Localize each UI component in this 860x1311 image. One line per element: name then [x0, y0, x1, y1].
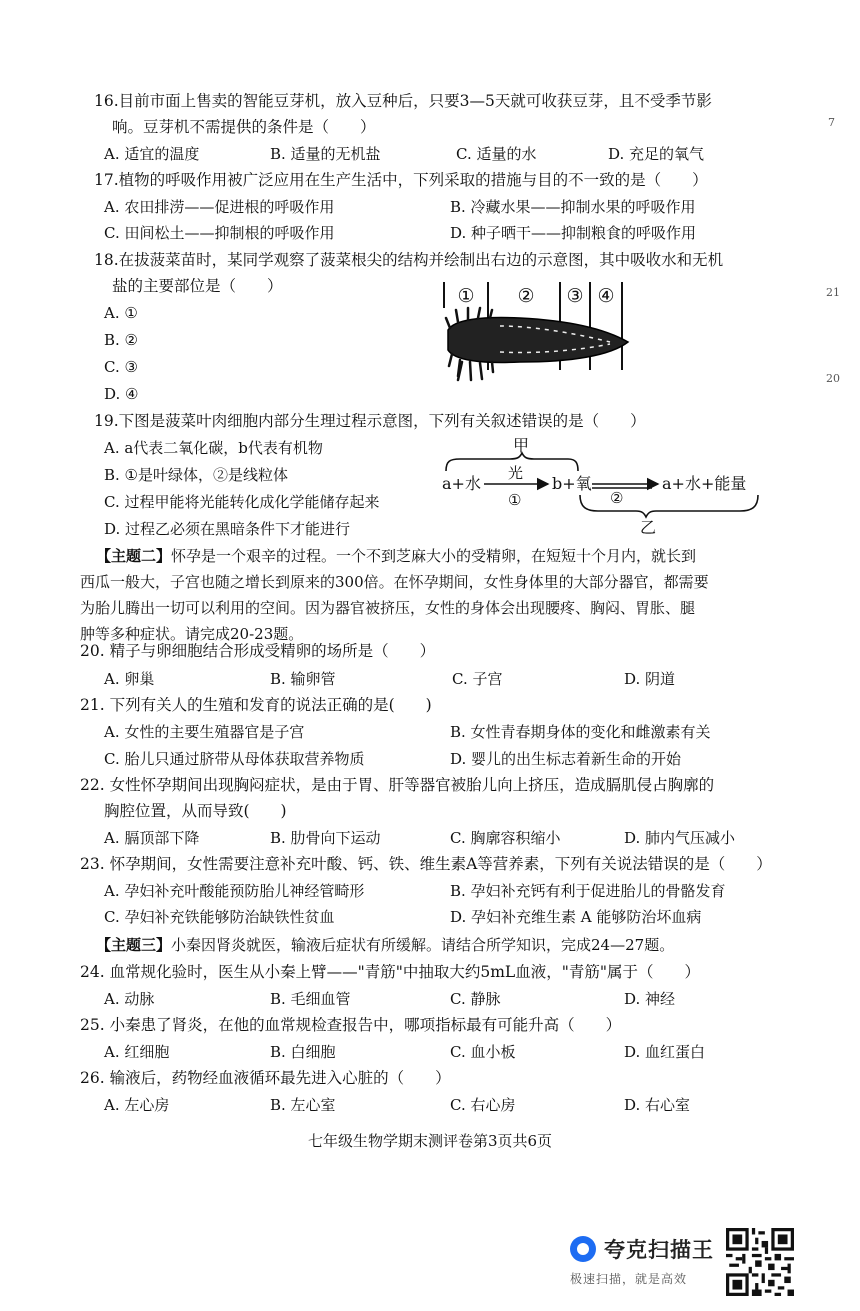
- theme-2-label: 【主题二】: [96, 547, 172, 565]
- option-18-c: C. ③: [104, 358, 138, 376]
- page-footer: 七年级生物学期末测评卷第3页共6页: [307, 1132, 553, 1150]
- question-18-line-2: 盐的主要部位是（ ）: [112, 277, 283, 295]
- question-17-line-1: 17.植物的呼吸作用被广泛应用在生产生活中，下列采取的措施与目的不一致的是（ ）: [94, 171, 708, 189]
- root-label-4: ④: [597, 285, 615, 307]
- option-24-a: A. 动脉: [104, 990, 155, 1008]
- scanner-watermark: [562, 1226, 794, 1302]
- question-16-line-1: 16.目前市面上售卖的智能豆芽机，放入豆种后，只要3—5天就可收获豆芽，且不受季节影: [94, 92, 712, 110]
- option-22-b: B. 肋骨向下运动: [270, 829, 381, 847]
- option-21-b: B. 女性青春期身体的变化和雌激素有关: [450, 723, 711, 741]
- option-17-c: C. 田间松土——抑制根的呼吸作用: [104, 224, 335, 242]
- option-17-b: B. 冷藏水果——抑制水果的呼吸作用: [450, 198, 696, 216]
- question-16-line-2: 响。豆芽机不需提供的条件是（ ）: [112, 118, 376, 136]
- option-18-a: A. ①: [104, 304, 138, 322]
- question-21-line-1: 21. 下列有关人的生殖和发育的说法正确的是( ): [80, 696, 432, 714]
- scanner-app-name: 夸克扫描王: [604, 1238, 714, 1262]
- theme-2-line-1: [96, 546, 696, 566]
- question-24-line-1: 24. 血常规化验时，医生从小秦上臂——"青筋"中抽取大约5mL血液，"青筋"属于（ ）: [80, 963, 700, 981]
- option-20-a: A. 卵巢: [104, 670, 155, 688]
- question-18-line-1: 18.在拔菠菜苗时，某同学观察了菠菜根尖的结构并绘制出右边的示意图，其中吸收水和无机: [94, 251, 724, 269]
- theme-2-line-2: 西瓜一般大，子宫也随之增长到原来的300倍。在怀孕期间，女性身体里的大部分器官，都需要: [80, 573, 709, 591]
- question-25-line-1: 25. 小秦患了肾炎，在他的血常规检查报告中，哪项指标最有可能升高（ ）: [80, 1016, 622, 1034]
- process-step-2: ②: [610, 489, 624, 507]
- option-18-d: D. ④: [104, 385, 139, 403]
- option-19-d: D. 过程乙必须在黑暗条件下才能进行: [104, 520, 351, 538]
- option-26-d: D. 右心室: [624, 1096, 691, 1114]
- option-23-a: A. 孕妇补充叶酸能预防胎儿神经管畸形: [104, 882, 365, 900]
- process-diagram: [440, 437, 770, 537]
- option-22-d: D. 肺内气压减小: [624, 829, 736, 847]
- process-label-jia: 甲: [513, 437, 530, 455]
- qr-code-icon: [726, 1228, 794, 1296]
- process-middle: b+氧: [552, 474, 592, 493]
- root-label-2: ②: [517, 285, 535, 307]
- theme-2-line-3: 为胎儿腾出一切可以利用的空间。因为器官被挤压，女性的身体会出现腰疼、胸闷、胃胀、腿: [80, 599, 696, 617]
- option-16-c: C. 适量的水: [456, 145, 537, 163]
- option-24-d: D. 神经: [624, 990, 676, 1008]
- option-18-b: B. ②: [104, 331, 139, 349]
- root-label-1: ①: [457, 285, 475, 307]
- option-21-c: C. 胎儿只通过脐带从母体获取营养物质: [104, 750, 365, 768]
- option-22-c: C. 胸廓容积缩小: [450, 829, 561, 847]
- option-26-c: C. 右心房: [450, 1096, 516, 1114]
- margin-mark-1: 7: [828, 116, 835, 129]
- margin-mark-2: 21: [826, 286, 840, 299]
- process-label-yi: 乙: [640, 518, 657, 537]
- theme-3-label: 【主题三】: [96, 936, 172, 954]
- question-26-line-1: 26. 输液后，药物经血液循环最先进入心脏的（ ）: [80, 1069, 451, 1087]
- option-23-d: D. 孕妇补充维生素 A 能够防治坏血病: [450, 908, 702, 926]
- option-22-a: A. 膈顶部下降: [104, 829, 200, 847]
- option-20-d: D. 阴道: [624, 670, 676, 688]
- option-25-d: D. 血红蛋白: [624, 1043, 706, 1061]
- option-16-b: B. 适量的无机盐: [270, 145, 381, 163]
- option-19-b: B. ①是叶绿体，②是线粒体: [104, 466, 289, 484]
- option-25-c: C. 血小板: [450, 1043, 516, 1061]
- option-17-d: D. 种子晒干——抑制粮食的呼吸作用: [450, 224, 697, 242]
- question-20-line-1: 20. 精子与卵细胞结合形成受精卵的场所是（ ）: [80, 642, 436, 660]
- option-20-b: B. 输卵管: [270, 670, 336, 688]
- theme-3-text-1: 小秦因肾炎就医，输液后症状有所缓解。请结合所学知识，完成24—27题。: [171, 936, 675, 954]
- option-25-b: B. 白细胞: [270, 1043, 336, 1061]
- margin-mark-3: 20: [826, 372, 840, 385]
- theme-3-line-1: [96, 935, 674, 955]
- option-26-b: B. 左心室: [270, 1096, 336, 1114]
- question-23-line-1: 23. 怀孕期间，女性需要注意补充叶酸、钙、铁、维生素A等营养素，下列有关说法错误的是（ ）: [80, 855, 772, 873]
- option-23-b: B. 孕妇补充钙有利于促进胎儿的骨骼发育: [450, 882, 726, 900]
- option-16-d: D. 充足的氧气: [608, 145, 705, 163]
- root-label-3: ③: [566, 285, 584, 307]
- option-19-c: C. 过程甲能将光能转化成化学能储存起来: [104, 493, 380, 511]
- quark-logo-icon: [570, 1236, 596, 1262]
- option-17-a: A. 农田排涝——促进根的呼吸作用: [104, 198, 335, 216]
- question-22-line-1: 22. 女性怀孕期间出现胸闷症状，是由于胃、肝等器官被胎儿向上挤压，造成膈肌侵占胸廓的: [80, 776, 715, 794]
- process-left: a+水: [442, 474, 481, 493]
- option-24-b: B. 毛细血管: [270, 990, 351, 1008]
- option-21-a: A. 女性的主要生殖器官是子宫: [104, 723, 305, 741]
- question-19-line-1: 19.下图是菠菜叶肉细胞内部分生理过程示意图，下列有关叙述错误的是（ ）: [94, 412, 646, 430]
- root-tip-diagram: [440, 280, 640, 398]
- process-step-1: ①: [508, 491, 522, 509]
- theme-2-line-4: 肿等多种症状。请完成20-23题。: [80, 625, 304, 643]
- option-23-c: C. 孕妇补充铁能够防治缺铁性贫血: [104, 908, 335, 926]
- option-24-c: C. 静脉: [450, 990, 501, 1008]
- option-19-a: A. a代表二氧化碳，b代表有机物: [104, 439, 323, 457]
- question-22-line-2: 胸腔位置，从而导致( ): [104, 802, 287, 820]
- option-16-a: A. 适宜的温度: [104, 145, 200, 163]
- scanner-slogan: 极速扫描，就是高效: [570, 1272, 688, 1286]
- process-right: a+水+能量: [662, 474, 747, 493]
- option-20-c: C. 子宫: [452, 670, 503, 688]
- process-light: 光: [508, 464, 524, 482]
- option-21-d: D. 婴儿的出生标志着新生命的开始: [450, 750, 682, 768]
- theme-2-text-1: 怀孕是一个艰辛的过程。一个不到芝麻大小的受精卵，在短短十个月内，就长到: [171, 547, 697, 565]
- option-26-a: A. 左心房: [104, 1096, 170, 1114]
- option-25-a: A. 红细胞: [104, 1043, 170, 1061]
